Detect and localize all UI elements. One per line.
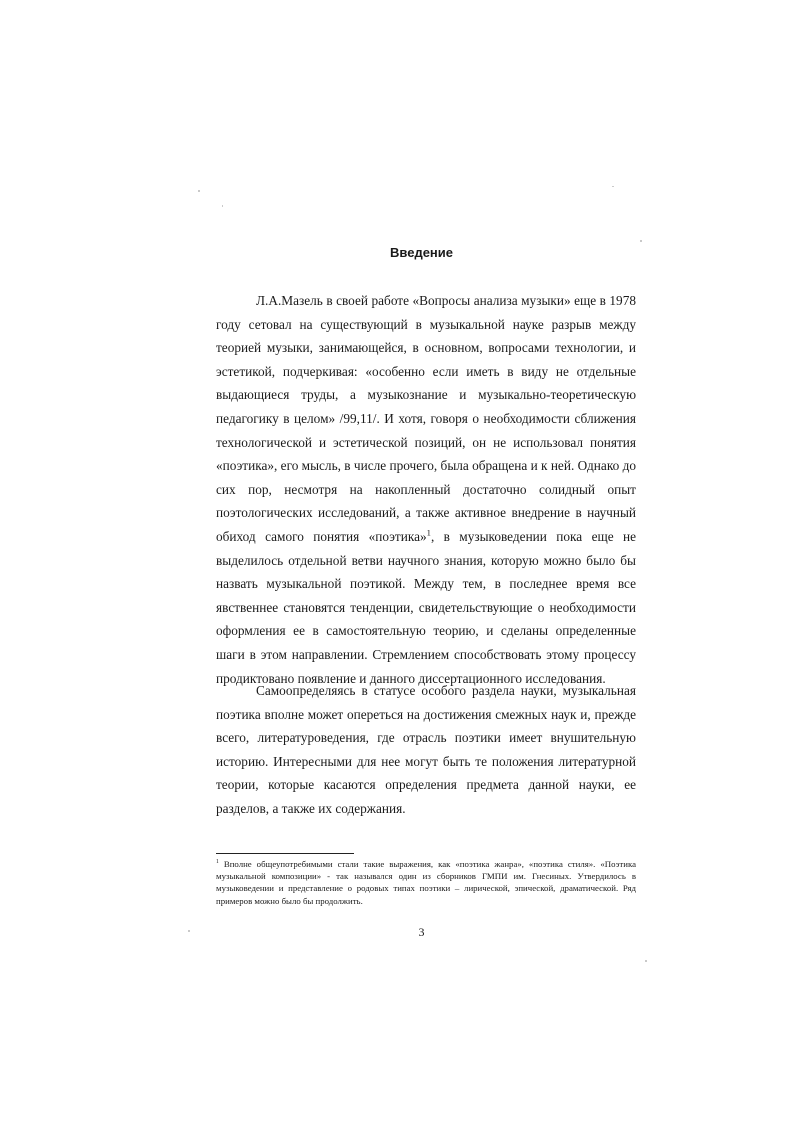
body-paragraph	[216, 679, 636, 821]
page-number: 3	[418, 925, 425, 939]
scan-speck	[645, 960, 647, 962]
footnote-text: Вполне общеупотребимыми стали такие выражения, как «поэтика жанра», «поэтика стиля». «Поэтика музыкальной композиции» - так назывался один из сборников ГМПИ им. Гнесиных. Утвердилось в музыковедении и представление о родовых типах поэтики – лирической, эпической, драматической. Ряд примеров можно было бы продолжить.	[216, 859, 636, 906]
scan-speck	[222, 205, 223, 207]
footnote-marker: 1	[216, 859, 219, 866]
paragraph-text: , в музыковедении пока еще не выделилось отдельной ветви научного знания, которую можно было бы назвать музыкальной поэтикой. Между тем, в последнее время все явственнее становятся тенденции, свидетельствующие о необходимости оформления ее в самостоятельную теорию, и сделаны определенные шаги в этом направлении. Стремлением способствовать этому процессу продиктовано появление и данного диссертационного исследования.	[216, 528, 636, 686]
footnote	[216, 858, 636, 907]
scan-speck	[198, 190, 200, 192]
paragraph-text: Л.А.Мазель в своей работе «Вопросы анализа музыки» еще в 1978 году сетовал на существующий в музыкальной науке разрыв между теорией музыки, занимающейся, в основном, вопросами технологии, и эстетикой, подчеркивая: «особенно если иметь в виду не отдельные выдающиеся труды, а музыкознание и музыкально-теоретическую педагогику в целом» /99,11/. И хотя, говоря о необходимости сближения технологической и эстетической позиций, он не использовал понятия «поэтика», его мысль, в числе прочего, была обращена и к ней. Однако до сих пор, несмотря на накопленный достаточно солидный опыт поэтологических исследований, а также активное внедрение в научный обиход самого понятия «поэтика»	[216, 293, 636, 544]
body-paragraph	[216, 289, 636, 690]
paragraph-text: Самоопределяясь в статусе особого раздела науки, музыкальная поэтика вполне может опереться на достижения смежных наук и, прежде всего, литературоведения, где отрасль поэтики имеет внушительную историю. Интересными для нее могут быть те положения литературной теории, которые касаются определения предмета данной науки, ее разделов, а также их содержания.	[216, 683, 636, 816]
scan-speck	[612, 186, 614, 187]
page-heading: Введение	[390, 245, 453, 260]
footnote-reference: 1	[426, 527, 431, 538]
footnote-divider	[216, 853, 354, 854]
scan-speck	[640, 240, 642, 242]
